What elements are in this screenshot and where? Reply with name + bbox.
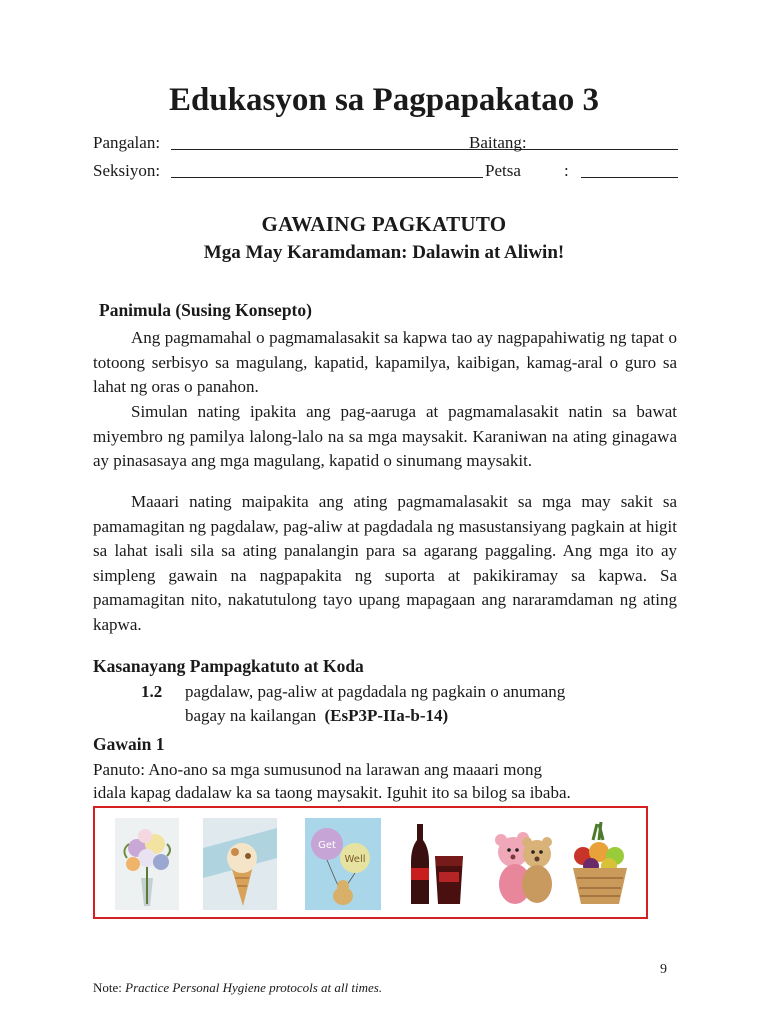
page-number: 9 [660,962,667,977]
flower-bouquet-image[interactable] [115,818,179,910]
pangalan-label: Pangalan: [93,133,161,152]
form-row-2 [93,161,678,183]
panimula-paragraph-1: Ang pagmamahal o pagmamalasakit sa kapwa tao ay nagpapahiwatig ng tapat o totoong serbisyo sa magulang, kapatid, kapamilya, kaibigan, kamag-aral o guro sa lahat ng oras o panahon. [93,328,677,396]
cola-drink-image[interactable] [403,818,471,910]
activity-subheading: Mga May Karamdaman: Dalawin at Aliwin! [203,242,565,263]
teddy-bears-image[interactable] [493,818,557,910]
gawain-heading: Gawain 1 [93,734,165,754]
baitang-label: Baitang: [469,133,527,152]
panimula-paragraph-3: Maaari nating maipakita ang ating pagmamalasakit sa mga may sakit sa pamamagitan ng pagdalaw, pag-aliw at pagdadala ng masustansiyang pagkain at higit sa lahat isali sila sa ating panalangin para sa agarang paggaling. Ang mga ito ay simpleng gawain na nagpapakita ng suporta at pakikiramay sa kapwa. Sa pamamagitan nito, nakatutulong tayo upang mapagaan ang nararamdaman ng ating kapwa. [93,492,677,634]
petsa-field[interactable] [581,177,678,178]
petsa-label: Petsa [485,161,521,180]
kasanayan-text: bagay na kailangan [185,706,317,725]
gawain-instruction-1: Panuto: Ano-ano sa mga sumusunod na larawan ang maaari mong [93,760,542,779]
seksiyon-field[interactable] [171,177,483,178]
get-well-card-image[interactable] [305,818,381,910]
form-row-1 [93,133,678,155]
note-label: Note: [93,980,122,995]
kasanayan-code: (EsP3P-IIa-b-14) [324,706,449,725]
ice-cream-image[interactable] [203,818,277,910]
activity-heading: GAWAING PAGKATUTO [261,212,507,236]
panimula-paragraph-2: Simulan nating ipakita ang pag-aaruga at pagmamalasakit natin sa bawat miyembro ng pamilya lalong-lalo na sa mga maysakit. Karaniwan na ating ginagawa ay pinasasaya ang mga magulang, kapatid o sinumang maysakit. [93,402,677,470]
kasanayan-number: 1.2 [141,682,163,701]
page-title: Edukasyon sa Pagpapakatao 3 [168,82,600,118]
card-text-2: Well [344,854,366,865]
card-text-1: Get [318,840,336,851]
footer-note [93,980,382,996]
fruit-basket-image[interactable] [567,818,633,910]
note-text: Practice Personal Hygiene protocols at all times. [125,980,383,995]
gawain-instruction-2: idala kapag dadalaw ka sa taong maysakit. Iguhit ito sa bilog sa ibaba. [93,783,571,802]
petsa-colon: : [564,161,569,180]
pictures-frame [93,806,648,919]
kasanayan-line-1: pagdalaw, pag-aliw at pagdadala ng pagkain o anumang [185,682,566,701]
kasanayan-heading: Kasanayang Pampagkatuto at Koda [93,656,364,676]
seksiyon-label: Seksiyon: [93,161,161,180]
kasanayan-line-2 [185,706,448,726]
baitang-field[interactable] [535,149,678,150]
panimula-heading: Panimula (Susing Konsepto) [99,300,312,320]
